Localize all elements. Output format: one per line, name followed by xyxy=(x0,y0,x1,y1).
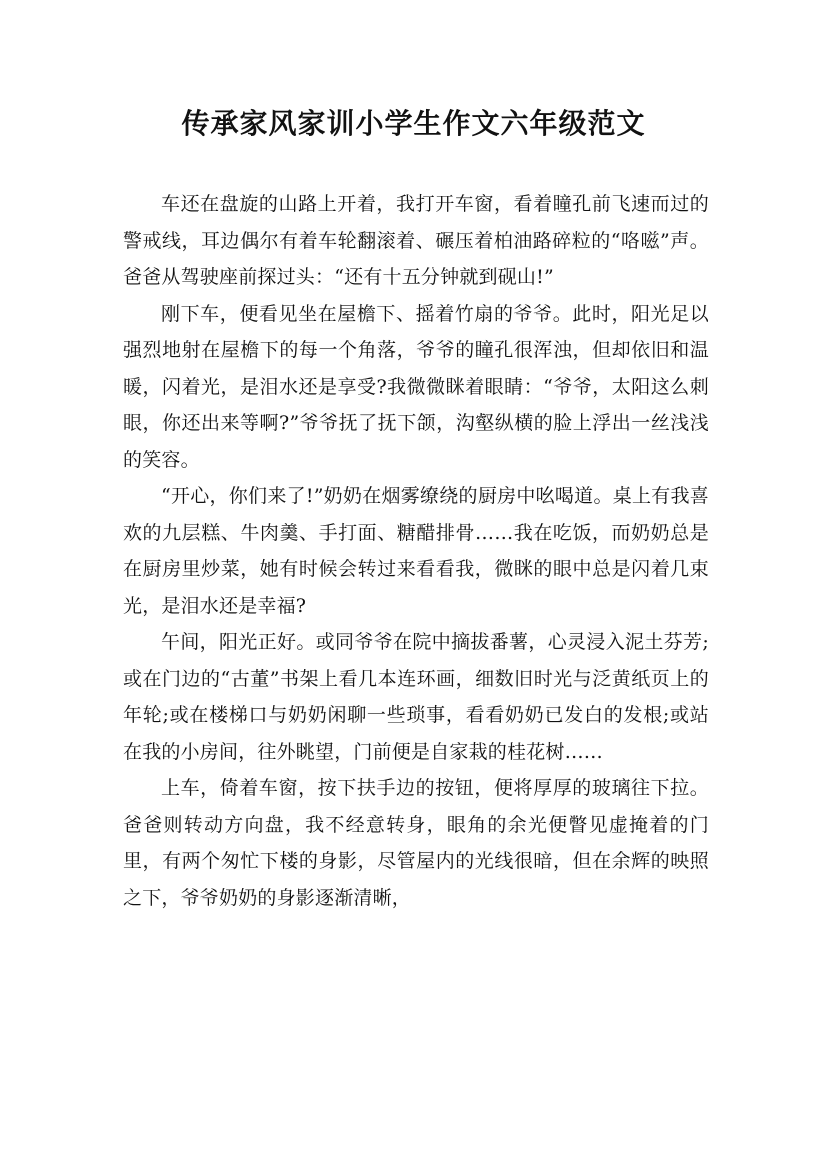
paragraph: 车还在盘旋的山路上开着，我打开车窗，看着瞳孔前飞速而过的警戒线，耳边偶尔有着车轮翻滚着、碾压着柏油路碎粒的“咯嗞”声。爸爸从驾驶座前探过头：“还有十五分钟就到砚山!” xyxy=(123,193,709,288)
paragraph: 刚下车，便看见坐在屋檐下、摇着竹扇的爷爷。此时，阳光足以强烈地射在屋檐下的每一个角落，爷爷的瞳孔很浑浊，但却依旧和温暖，闪着光，是泪水还是享受?我微微眯着眼睛：“爷爷，太阳这么刺眼，你还出来等啊?”爷爷抚了抚下颌，沟壑纵横的脸上浮出一丝浅浅的笑容。 xyxy=(123,302,709,471)
document-title: 传承家风家训小学生作文六年级范文 xyxy=(181,107,646,140)
paragraph: 午间，阳光正好。或同爷爷在院中摘拔番薯，心灵浸入泥土芬芳;或在门边的“古董”书架上看几本连环画，细数旧时光与泛黄纸页上的年轮;或在楼梯口与奶奶闲聊一些琐事，看看奶奶已发白的发根;或站在我的小房间，往外眺望，门前便是自家栽的桂花树…… xyxy=(123,631,709,763)
paragraph: “开心，你们来了!”奶奶在烟雾缭绕的厨房中吆喝道。桌上有我喜欢的九层糕、牛肉羹、手打面、糖醋排骨……我在吃饭，而奶奶总是在厨房里炒菜，她有时候会转过来看看我，微眯的眼中总是闪着几束光，是泪水还是幸福? xyxy=(123,485,709,617)
paragraph: 上车，倚着车窗，按下扶手边的按钮，便将厚厚的玻璃往下拉。爸爸则转动方向盘，我不经意转身，眼角的余光便瞥见虚掩着的门里，有两个匆忙下楼的身影，尽管屋内的光线很暗，但在余辉的映照之下，爷爷奶奶的身影逐渐清晰， xyxy=(123,777,709,909)
document-body xyxy=(123,186,709,916)
